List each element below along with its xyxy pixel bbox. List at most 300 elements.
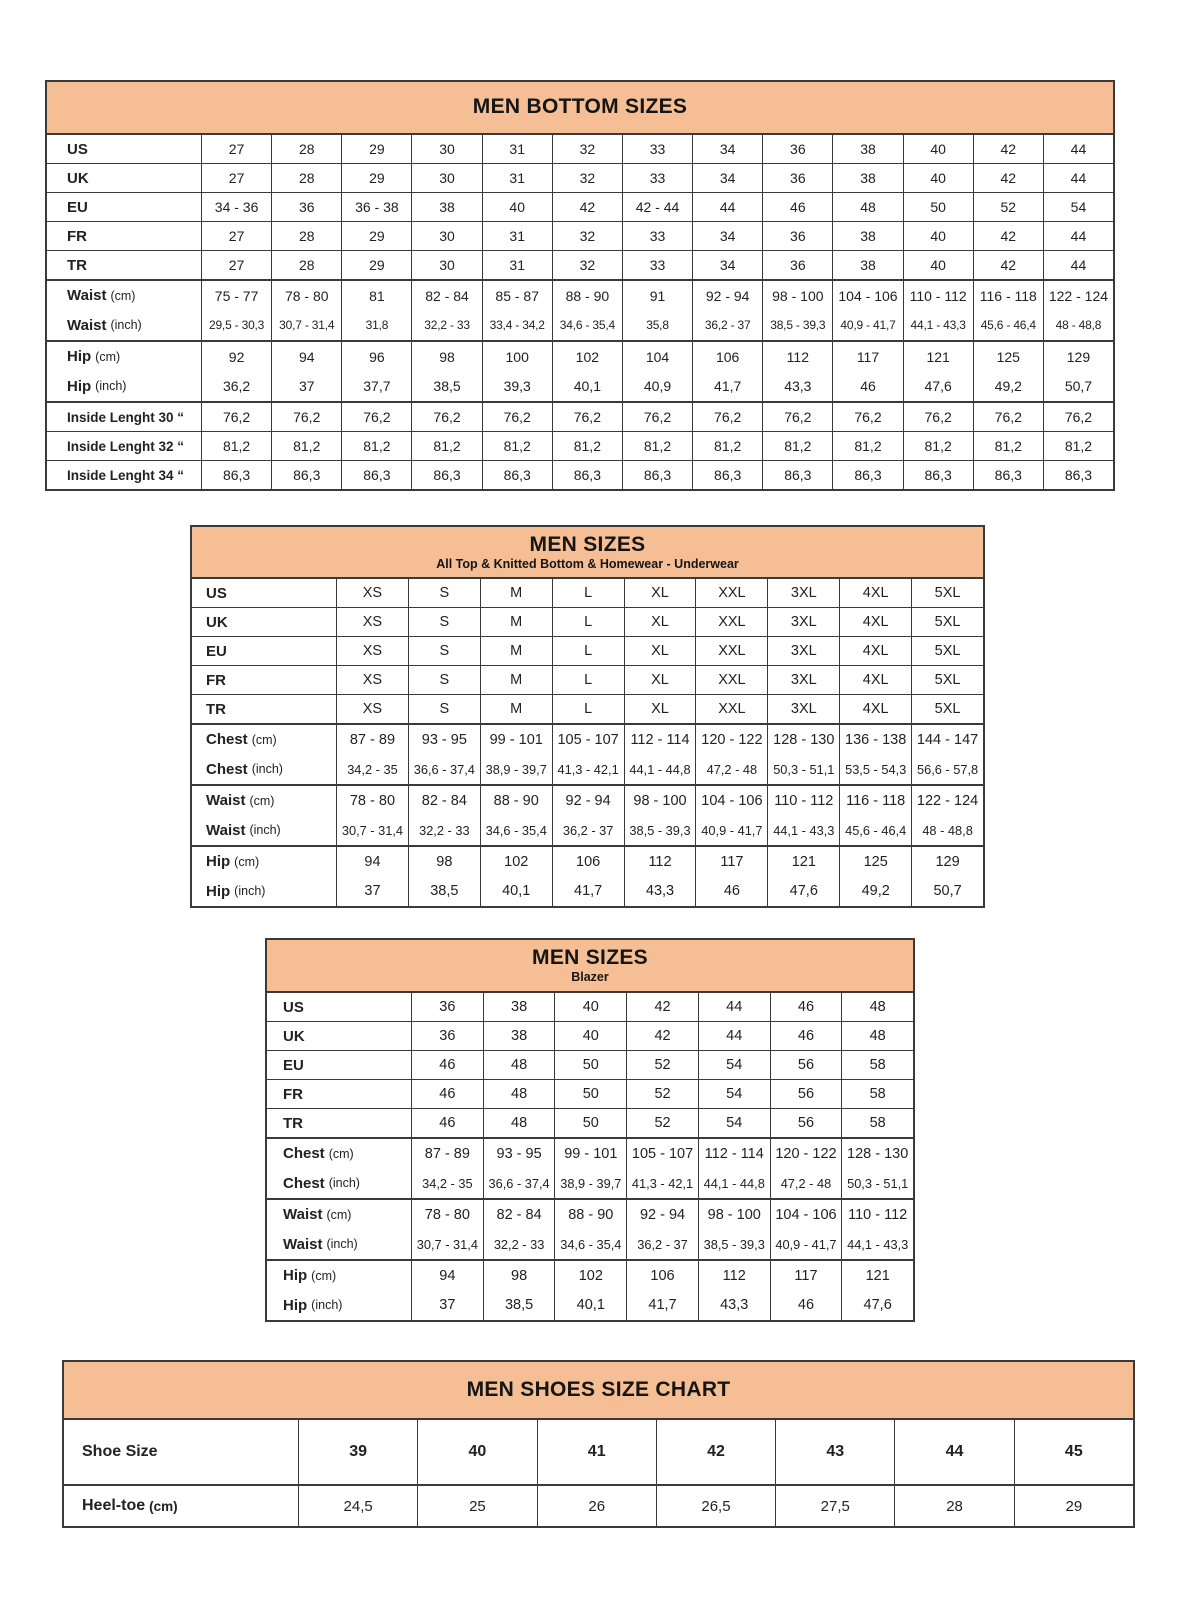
- row-label: [192, 579, 337, 607]
- value-cell: 47,6: [767, 877, 839, 907]
- row-group-measure: [267, 1259, 913, 1320]
- value-cell: 92 - 94: [552, 786, 624, 816]
- value-cell: L: [552, 608, 624, 636]
- row-label: [267, 993, 412, 1021]
- value-cell: 81,2: [903, 432, 973, 460]
- value-cell: 44,1 - 43,3: [903, 311, 973, 341]
- value-cell: 94: [271, 342, 341, 372]
- value-cell: 42: [973, 222, 1043, 250]
- value-cell: 34 - 36: [214, 199, 259, 215]
- value-cell: 48: [483, 1109, 555, 1137]
- value-cell: 78 - 80: [271, 281, 341, 311]
- value-cell: 4XL: [839, 579, 911, 607]
- value-cell: 29: [341, 251, 411, 279]
- value-cell: 99 - 101: [554, 1139, 626, 1169]
- value-cell: 50,7: [911, 877, 983, 907]
- value-cell: 87 - 89: [349, 731, 396, 748]
- value-cell: 38: [483, 1022, 555, 1050]
- value-cell: 52: [973, 193, 1043, 221]
- value-cell: 4XL: [839, 608, 911, 636]
- value-cell: 76,2: [622, 403, 692, 431]
- value-cell: 104 - 106: [770, 1200, 842, 1230]
- value-cell: 32,2 - 33: [408, 816, 480, 846]
- value-cell: 34,2 - 35: [422, 1175, 473, 1191]
- value-cell: 50,7: [1043, 372, 1113, 402]
- table-row: [267, 1139, 913, 1169]
- value-cell: 36: [762, 164, 832, 192]
- value-cell: XXL: [695, 666, 767, 694]
- value-cell: 34: [692, 164, 762, 192]
- row-group-measure: [267, 1198, 913, 1259]
- value-cell: 50,3 - 51,1: [841, 1169, 913, 1199]
- value-cell: 38: [832, 164, 902, 192]
- row-label-text: US: [67, 140, 88, 158]
- value-cell: 122 - 124: [1043, 281, 1113, 311]
- value-cell: 28: [271, 164, 341, 192]
- value-cell: 120 - 122: [695, 725, 767, 755]
- value-cell: 30: [411, 135, 481, 163]
- value-cell: 81: [341, 281, 411, 311]
- row-label-text: Waist: [206, 821, 246, 839]
- table-title: MEN SIZES: [532, 946, 648, 970]
- value-cell: 44: [1043, 135, 1113, 163]
- row-label-unit: (cm): [149, 1498, 178, 1514]
- table-row: [47, 460, 1113, 489]
- row-label-text: FR: [67, 227, 87, 245]
- value-cell: 98: [408, 847, 480, 877]
- value-cell: 42: [626, 1022, 698, 1050]
- value-cell: 76,2: [1043, 403, 1113, 431]
- value-cell: 88 - 90: [554, 1200, 626, 1230]
- value-cell: 121: [767, 847, 839, 877]
- value-cell: 3XL: [767, 695, 839, 723]
- value-cell: 85 - 87: [482, 281, 552, 311]
- row-label-text: Shoe Size: [82, 1443, 158, 1460]
- row-label: [267, 1200, 412, 1230]
- row-label: [47, 164, 202, 192]
- value-cell: 110 - 112: [767, 786, 839, 816]
- value-cell: 44: [698, 993, 770, 1021]
- value-cell: 106: [552, 847, 624, 877]
- row-label: [192, 816, 337, 846]
- value-cell: 44: [894, 1420, 1013, 1484]
- value-cell: 44,1 - 43,3: [767, 816, 839, 846]
- table-row: [47, 403, 1113, 431]
- table-row: [47, 281, 1113, 311]
- value-cell: 36: [762, 135, 832, 163]
- value-cell: 98 - 100: [698, 1200, 770, 1230]
- row-label: [47, 222, 202, 250]
- value-cell: 112 - 114: [698, 1139, 770, 1169]
- value-cell: 34,6 - 35,4: [552, 311, 622, 341]
- value-cell: L: [552, 666, 624, 694]
- value-cell: 116 - 118: [973, 281, 1043, 311]
- value-cell: 42: [552, 193, 622, 221]
- row-group-measure: [192, 845, 983, 906]
- row-label-text: Chest: [283, 1145, 325, 1163]
- value-cell: 117: [695, 847, 767, 877]
- value-cell: 34: [692, 251, 762, 279]
- value-cell: 81,2: [341, 432, 411, 460]
- value-cell: 39,3: [482, 372, 552, 402]
- value-cell: 105 - 107: [626, 1139, 698, 1169]
- value-cell: 86,3: [341, 461, 411, 489]
- value-cell: 41: [537, 1420, 656, 1484]
- value-cell: 3XL: [767, 608, 839, 636]
- row-label-unit: (inch): [326, 1237, 358, 1252]
- value-cell: 46: [770, 1022, 842, 1050]
- row-label-text: Chest: [206, 760, 248, 778]
- value-cell: 52: [626, 1109, 698, 1137]
- value-cell: 54: [698, 1051, 770, 1079]
- value-cell: 44,1 - 43,3: [841, 1230, 913, 1260]
- value-cell: 30: [411, 164, 481, 192]
- value-cell: 28: [271, 222, 341, 250]
- value-cell: 53,5 - 54,3: [839, 755, 911, 785]
- value-cell: 136 - 138: [839, 725, 911, 755]
- row-group-measure: [47, 279, 1113, 340]
- value-cell: M: [480, 608, 552, 636]
- value-cell: XS: [362, 643, 383, 659]
- value-cell: 76,2: [552, 403, 622, 431]
- value-cell: 40,9 - 41,7: [695, 816, 767, 846]
- value-cell: S: [408, 666, 480, 694]
- value-cell: 144 - 147: [911, 725, 983, 755]
- row-label-text: Waist: [67, 287, 107, 305]
- value-cell: 27: [228, 257, 245, 273]
- value-cell: 75 - 77: [214, 287, 259, 304]
- value-cell: 40,1: [552, 372, 622, 402]
- table-row: [47, 311, 1113, 341]
- table-row: [267, 993, 913, 1021]
- value-cell: 37: [364, 883, 381, 900]
- value-cell: 117: [770, 1261, 842, 1291]
- value-cell: 40: [417, 1420, 536, 1484]
- value-cell: 81,2: [762, 432, 832, 460]
- value-cell: 41,3 - 42,1: [552, 755, 624, 785]
- table-header: [192, 527, 983, 579]
- value-cell: 29: [1014, 1486, 1133, 1526]
- value-cell: 94: [364, 853, 381, 870]
- value-cell: 41,7: [552, 877, 624, 907]
- row-label: [267, 1291, 412, 1321]
- men-shoes-size-table: [62, 1360, 1135, 1528]
- value-cell: 78 - 80: [349, 792, 396, 809]
- value-cell: 46: [439, 1086, 456, 1102]
- value-cell: 76,2: [222, 409, 251, 425]
- value-cell: 117: [832, 342, 902, 372]
- table-row: [64, 1486, 1133, 1526]
- value-cell: 4XL: [839, 695, 911, 723]
- value-cell: 94: [439, 1267, 456, 1284]
- table-header: [64, 1362, 1133, 1420]
- table-row: [47, 135, 1113, 163]
- value-cell: 3XL: [767, 666, 839, 694]
- row-label-text: Inside Lenght 34 “: [67, 467, 185, 483]
- value-cell: 30,7 - 31,4: [416, 1236, 478, 1252]
- value-cell: 76,2: [832, 403, 902, 431]
- value-cell: 86,3: [482, 461, 552, 489]
- value-cell: 50: [903, 193, 973, 221]
- men-bottom-sizes-table: [45, 80, 1115, 491]
- value-cell: 76,2: [411, 403, 481, 431]
- value-cell: 47,6: [841, 1291, 913, 1321]
- value-cell: 42: [973, 135, 1043, 163]
- table-row: [47, 163, 1113, 192]
- table-title: MEN SIZES: [529, 532, 646, 556]
- value-cell: M: [480, 637, 552, 665]
- row-label: [47, 193, 202, 221]
- value-cell: 81,2: [411, 432, 481, 460]
- value-cell: 28: [271, 135, 341, 163]
- value-cell: 47,2 - 48: [695, 755, 767, 785]
- value-cell: 32: [552, 164, 622, 192]
- value-cell: 98 - 100: [624, 786, 696, 816]
- row-label-unit: (cm): [328, 1146, 354, 1161]
- row-group-measure: [192, 723, 983, 784]
- value-cell: 106: [692, 342, 762, 372]
- value-cell: 76,2: [341, 403, 411, 431]
- value-cell: 49,2: [839, 877, 911, 907]
- value-cell: 30: [411, 222, 481, 250]
- value-cell: 46: [439, 1115, 456, 1131]
- value-cell: 86,3: [762, 461, 832, 489]
- value-cell: 38,5: [408, 877, 480, 907]
- value-cell: 82 - 84: [411, 281, 481, 311]
- value-cell: 116 - 118: [839, 786, 911, 816]
- row-label-text: Waist: [206, 792, 246, 810]
- table-row: [47, 250, 1113, 279]
- table-body: [64, 1420, 1133, 1526]
- table-subtitle: All Top & Knitted Bottom & Homewear - Underwear: [436, 556, 739, 571]
- value-cell: 52: [626, 1080, 698, 1108]
- row-label: [47, 281, 202, 311]
- value-cell: 38: [411, 193, 481, 221]
- row-label-unit: (inch): [328, 1176, 360, 1191]
- table-header: [267, 940, 913, 993]
- value-cell: 44: [1043, 251, 1113, 279]
- value-cell: 38,9 - 39,7: [554, 1169, 626, 1199]
- row-label-text: Inside Lenght 30 “: [67, 409, 185, 425]
- value-cell: 44: [692, 193, 762, 221]
- value-cell: 31: [482, 135, 552, 163]
- value-cell: XL: [624, 695, 696, 723]
- value-cell: M: [480, 666, 552, 694]
- value-cell: 36,2 - 37: [692, 311, 762, 341]
- row-label-text: EU: [206, 642, 227, 660]
- row-label-text: Hip: [283, 1296, 308, 1314]
- value-cell: 28: [894, 1486, 1013, 1526]
- row-label-text: Waist: [283, 1235, 323, 1253]
- value-cell: 3XL: [767, 637, 839, 665]
- value-cell: 33: [622, 222, 692, 250]
- table-body: [267, 993, 913, 1320]
- value-cell: 56,6 - 57,8: [911, 755, 983, 785]
- value-cell: 48: [483, 1080, 555, 1108]
- value-cell: 48: [483, 1051, 555, 1079]
- value-cell: 29,5 - 30,3: [208, 318, 265, 333]
- row-label: [47, 461, 202, 489]
- row-label-unit: (cm): [95, 349, 121, 364]
- row-label-text: FR: [283, 1085, 303, 1103]
- value-cell: 122 - 124: [911, 786, 983, 816]
- value-cell: 50: [554, 1051, 626, 1079]
- value-cell: 86,3: [973, 461, 1043, 489]
- value-cell: 121: [903, 342, 973, 372]
- value-cell: 92 - 94: [692, 281, 762, 311]
- row-label: [64, 1420, 299, 1484]
- row-label-unit: (inch): [234, 884, 266, 899]
- row-group-measure: [47, 340, 1113, 401]
- value-cell: XXL: [695, 579, 767, 607]
- value-cell: 87 - 89: [424, 1145, 470, 1162]
- table-row: [192, 636, 983, 665]
- row-label-text: Chest: [283, 1174, 325, 1192]
- value-cell: 37: [439, 1297, 456, 1314]
- value-cell: XS: [362, 701, 383, 717]
- row-label-unit: (cm): [234, 854, 260, 869]
- row-label-unit: (inch): [95, 379, 127, 394]
- value-cell: 4XL: [839, 637, 911, 665]
- value-cell: 98: [483, 1261, 555, 1291]
- value-cell: 39: [349, 1443, 368, 1460]
- value-cell: S: [408, 695, 480, 723]
- value-cell: 38,9 - 39,7: [480, 755, 552, 785]
- value-cell: 86,3: [552, 461, 622, 489]
- value-cell: 37: [271, 372, 341, 402]
- table-title: MEN SHOES SIZE CHART: [466, 1377, 731, 1401]
- table-title: MEN BOTTOM SIZES: [472, 95, 688, 119]
- row-label: [47, 432, 202, 460]
- table-row: [192, 607, 983, 636]
- value-cell: 45: [1014, 1420, 1133, 1484]
- value-cell: 81,2: [973, 432, 1043, 460]
- value-cell: XXL: [695, 608, 767, 636]
- value-cell: 93 - 95: [483, 1139, 555, 1169]
- value-cell: 36: [762, 222, 832, 250]
- row-label: [267, 1109, 412, 1137]
- row-label-text: Chest: [206, 731, 248, 749]
- row-group-sizes: [267, 993, 913, 1137]
- value-cell: 128 - 130: [841, 1139, 913, 1169]
- value-cell: 98: [411, 342, 481, 372]
- value-cell: 46: [695, 877, 767, 907]
- value-cell: 48: [841, 993, 913, 1021]
- row-label-text: UK: [206, 613, 228, 631]
- value-cell: 129: [1043, 342, 1113, 372]
- value-cell: 42: [973, 164, 1043, 192]
- value-cell: 129: [911, 847, 983, 877]
- value-cell: 40,9 - 41,7: [770, 1230, 842, 1260]
- value-cell: XL: [624, 666, 696, 694]
- row-label-text: Waist: [67, 316, 107, 334]
- value-cell: 38: [832, 251, 902, 279]
- row-label-text: Hip: [283, 1267, 308, 1285]
- value-cell: 32: [552, 222, 622, 250]
- value-cell: 120 - 122: [770, 1139, 842, 1169]
- row-label: [64, 1486, 299, 1526]
- value-cell: 25: [417, 1486, 536, 1526]
- value-cell: 46: [832, 372, 902, 402]
- value-cell: S: [408, 608, 480, 636]
- table-row: [192, 694, 983, 723]
- row-label-text: Heel-toe: [82, 1497, 146, 1514]
- value-cell: 100: [482, 342, 552, 372]
- value-cell: 27: [228, 141, 245, 157]
- value-cell: 30,7 - 31,4: [341, 822, 404, 838]
- value-cell: 43: [775, 1420, 894, 1484]
- row-label-text: TR: [67, 256, 87, 274]
- value-cell: 58: [841, 1051, 913, 1079]
- value-cell: 48 - 48,8: [911, 816, 983, 846]
- value-cell: 96: [341, 342, 411, 372]
- value-cell: 41,7: [626, 1291, 698, 1321]
- row-label: [192, 608, 337, 636]
- value-cell: 31,8: [341, 311, 411, 341]
- value-cell: 34: [692, 222, 762, 250]
- value-cell: 27,5: [775, 1486, 894, 1526]
- value-cell: 105 - 107: [552, 725, 624, 755]
- row-label: [47, 251, 202, 279]
- row-label: [267, 1139, 412, 1169]
- value-cell: 45,6 - 46,4: [839, 816, 911, 846]
- value-cell: 81,2: [482, 432, 552, 460]
- value-cell: 92 - 94: [626, 1200, 698, 1230]
- value-cell: 112: [762, 342, 832, 372]
- value-cell: 92: [228, 348, 245, 365]
- value-cell: XL: [624, 637, 696, 665]
- value-cell: XL: [624, 608, 696, 636]
- value-cell: 33: [622, 251, 692, 279]
- value-cell: 91: [622, 281, 692, 311]
- table-subtitle: Blazer: [571, 970, 609, 985]
- row-label: [47, 342, 202, 372]
- table-row: [47, 372, 1113, 402]
- value-cell: XL: [624, 579, 696, 607]
- value-cell: 88 - 90: [552, 281, 622, 311]
- value-cell: XXL: [695, 695, 767, 723]
- row-label-unit: (inch): [249, 823, 281, 838]
- row-label-unit: (cm): [249, 793, 275, 808]
- value-cell: 34,6 - 35,4: [554, 1230, 626, 1260]
- value-cell: 26,5: [656, 1486, 775, 1526]
- row-label: [47, 311, 202, 341]
- value-cell: 81,2: [552, 432, 622, 460]
- value-cell: 36: [271, 193, 341, 221]
- value-cell: 102: [554, 1261, 626, 1291]
- value-cell: 76,2: [271, 403, 341, 431]
- row-label: [192, 877, 337, 907]
- row-label-unit: (inch): [110, 318, 142, 333]
- value-cell: 54: [698, 1109, 770, 1137]
- table-row: [47, 192, 1113, 221]
- value-cell: 104 - 106: [695, 786, 767, 816]
- value-cell: 86,3: [411, 461, 481, 489]
- row-label-text: Inside Lenght 32 “: [67, 438, 185, 454]
- value-cell: 86,3: [222, 467, 251, 483]
- table-row: [267, 1261, 913, 1291]
- row-label-unit: (cm): [311, 1268, 337, 1283]
- value-cell: 43,3: [624, 877, 696, 907]
- value-cell: L: [552, 637, 624, 665]
- row-label: [192, 847, 337, 877]
- row-label-text: US: [206, 584, 227, 602]
- value-cell: 36: [439, 999, 456, 1015]
- table-row: [267, 1108, 913, 1137]
- value-cell: 38,5: [483, 1291, 555, 1321]
- value-cell: 37,7: [341, 372, 411, 402]
- value-cell: 56: [770, 1080, 842, 1108]
